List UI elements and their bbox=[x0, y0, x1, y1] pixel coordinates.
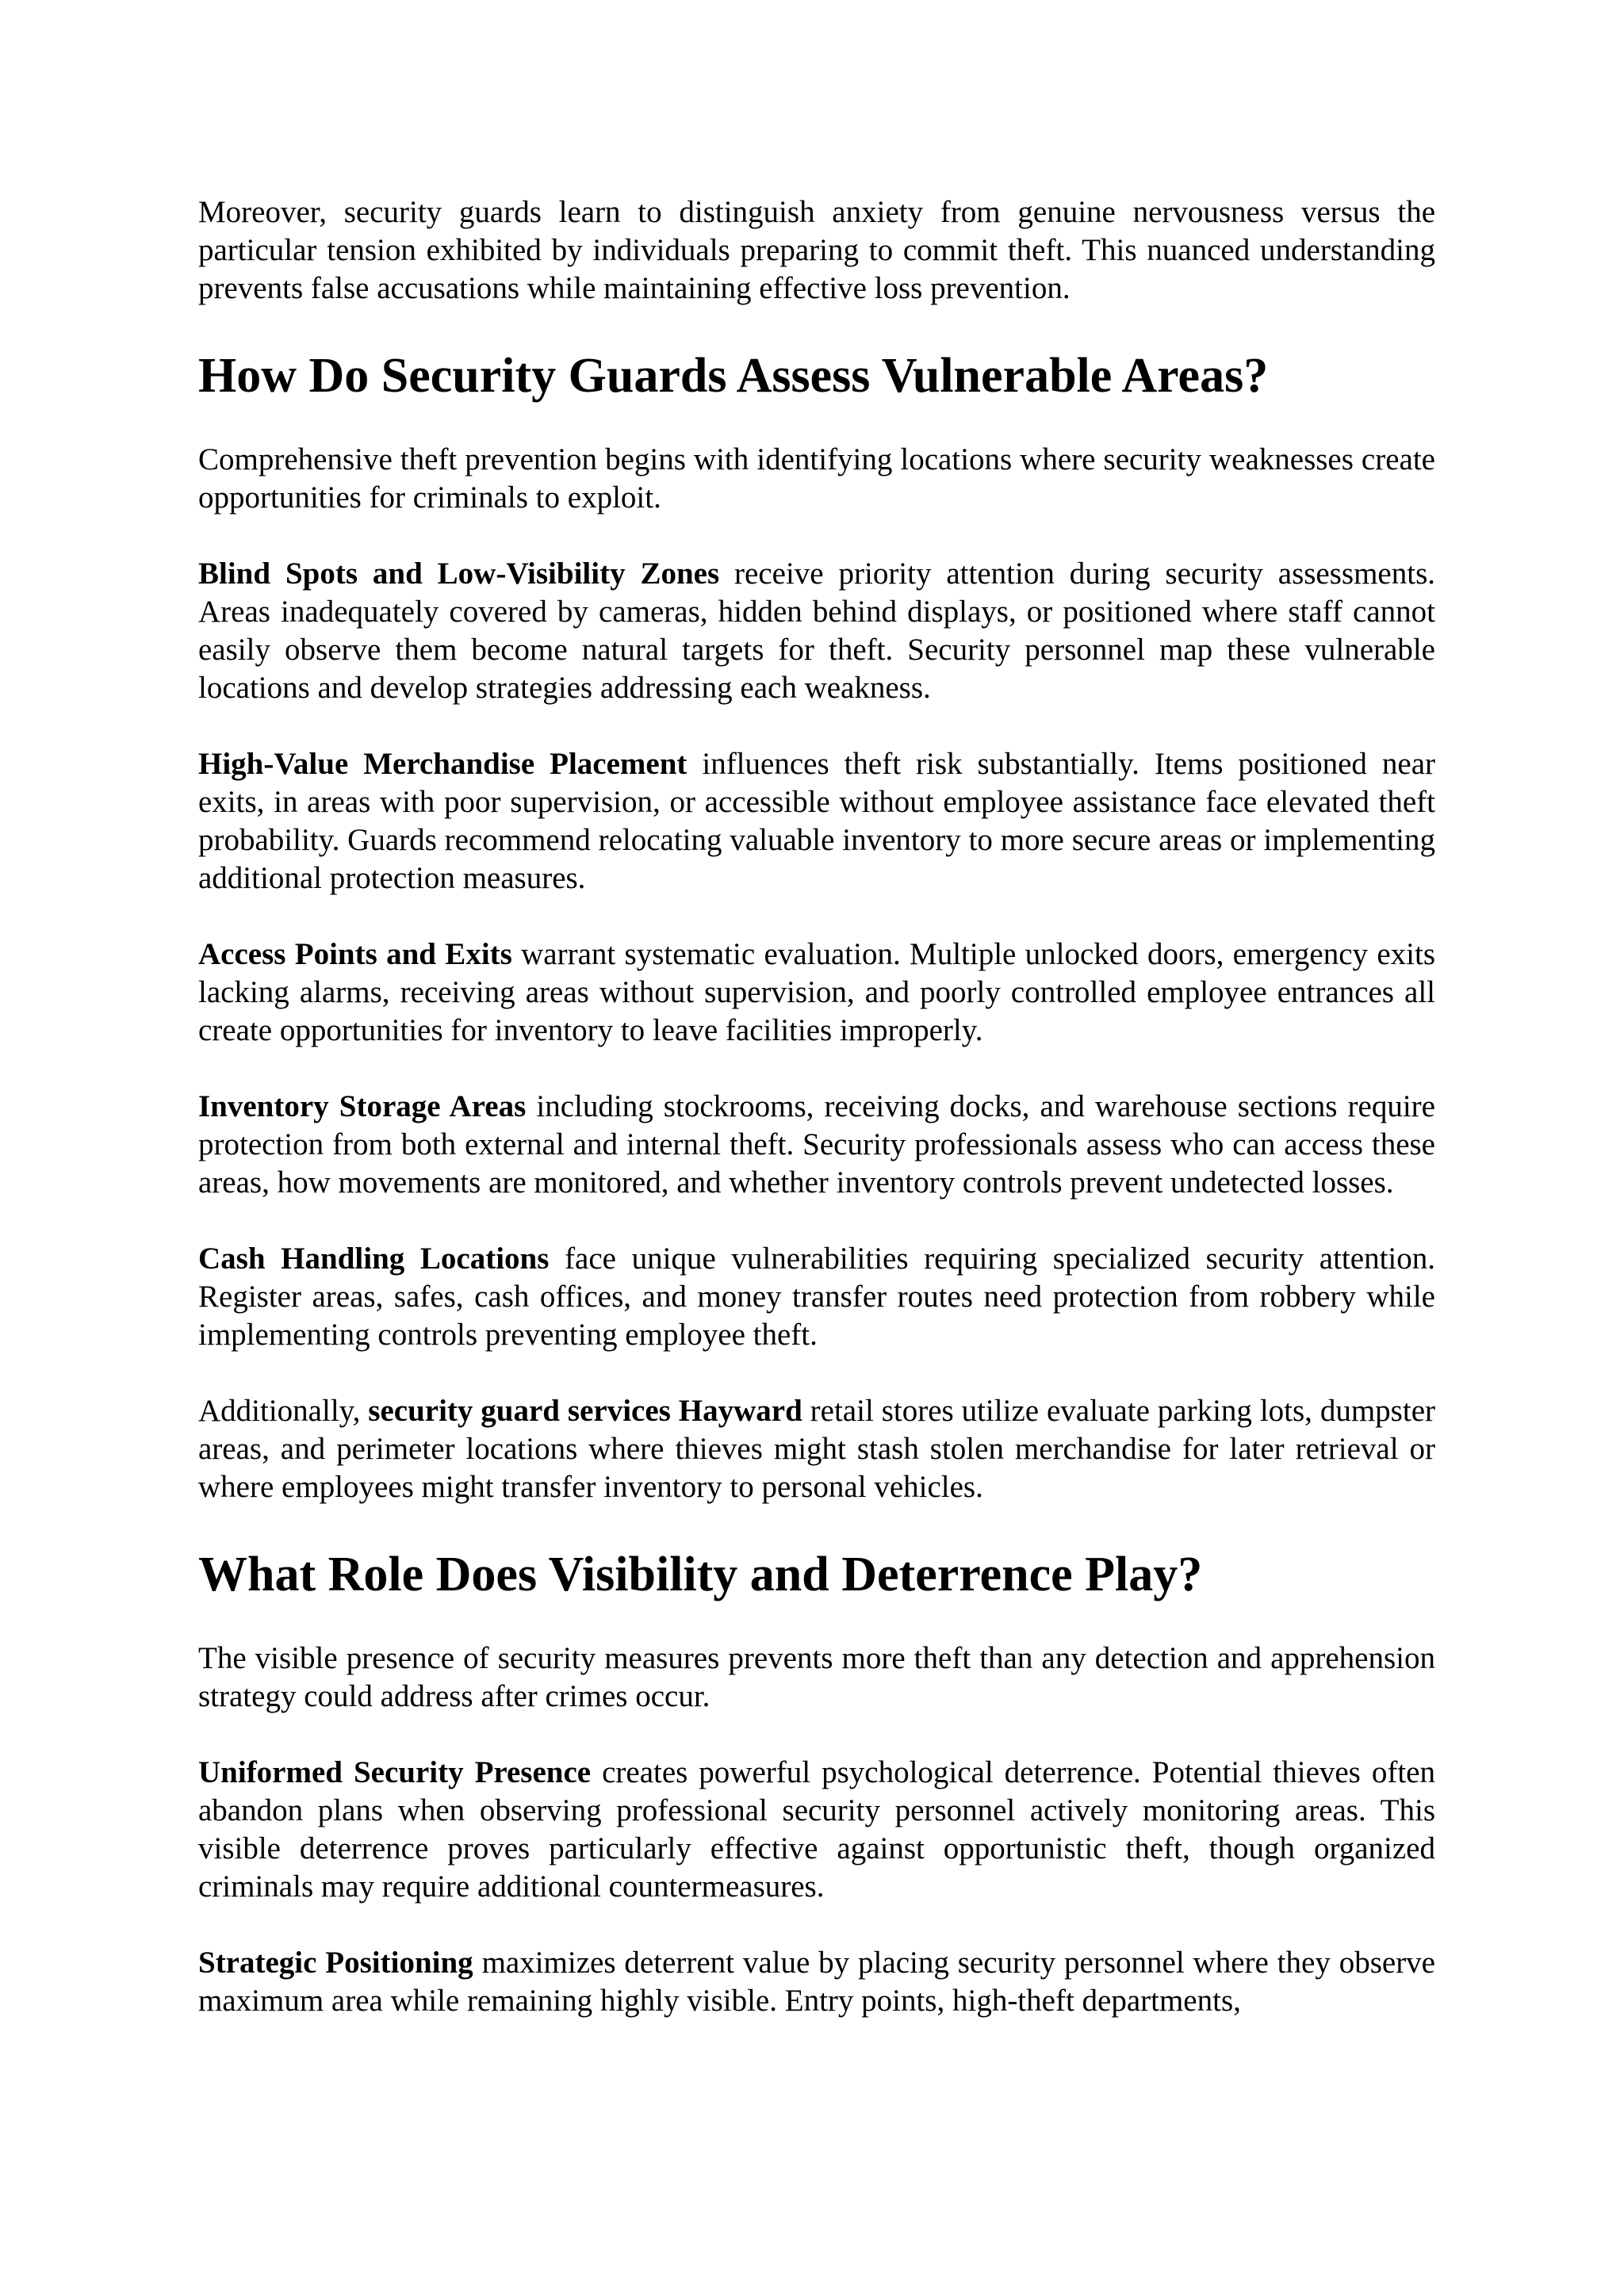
paragraph-high-value-merchandise bbox=[198, 745, 1435, 897]
text-access-points: warrant systematic evaluation. Multiple unlocked doors, emergency exits lacking alarms, receiving areas without supervision, and poorly controlled employee entrances all create opportunities for inventory to leave facilities improperly. bbox=[198, 937, 1436, 1047]
section-heading-vulnerable-areas: How Do Security Guards Assess Vulnerable Areas? bbox=[198, 349, 1269, 403]
paragraph-cash-handling bbox=[198, 1240, 1435, 1354]
paragraph-inventory-storage bbox=[198, 1088, 1435, 1202]
section2-lead-paragraph: The visible presence of security measures prevents more theft than any detection and apprehension strategy could address after crimes occur. bbox=[198, 1641, 1435, 1713]
paragraph-strategic-positioning bbox=[198, 1944, 1435, 2020]
term-strategic-positioning: Strategic Positioning bbox=[198, 1946, 473, 1980]
paragraph-blind-spots bbox=[198, 555, 1435, 707]
text-inventory-storage: including stockrooms, receiving docks, and warehouse sections require protection from both external and internal theft. Security professionals assess who can access these areas, how movements are monitored, and whether inventory controls prevent undetected losses. bbox=[198, 1089, 1435, 1200]
section-heading-visibility-deterrence: What Role Does Visibility and Deterrence Play? bbox=[198, 1548, 1203, 1601]
document-page bbox=[198, 193, 1435, 2058]
text-uniformed-presence: creates powerful psychological deterrence. Potential thieves often abandon plans when observing professional security personnel actively monitoring areas. This visible deterrence proves particularly effective against opportunistic theft, though organized criminals may require additional countermeasures. bbox=[198, 1755, 1435, 1904]
text-high-value-merchandise: influences theft risk substantially. Items positioned near exits, in areas with poor supervision, or accessible without employee assistance face elevated theft probability. Guards recommend relocating valuable inventory to more secure areas or implementing additional protection measures. bbox=[198, 747, 1435, 895]
term-security-guard-services: security guard services Hayward bbox=[368, 1394, 802, 1428]
term-access-points: Access Points and Exits bbox=[198, 937, 512, 971]
text-blind-spots: receive priority attention during security assessments. Areas inadequately covered by cameras, hidden behind displays, or positioned where staff cannot easily observe them become natural targets for theft. Security personnel map these vulnerable locations and develop strategies addressing each weakness. bbox=[198, 557, 1436, 705]
term-cash-handling: Cash Handling Locations bbox=[198, 1242, 550, 1276]
term-high-value-merchandise: High-Value Merchandise Placement bbox=[198, 747, 688, 781]
section1-lead-paragraph: Comprehensive theft prevention begins with identifying locations where security weaknesses create opportunities for criminals to exploit. bbox=[198, 442, 1435, 515]
text-additionally: retail stores utilize evaluate parking lots, dumpster areas, and perimeter locations where thieves might stash stolen merchandise for later retrieval or where employees might transfer inventory to personal vehicles. bbox=[198, 1394, 1435, 1504]
text-additionally-prefix: Additionally, bbox=[198, 1394, 369, 1428]
text-cash-handling: face unique vulnerabilities requiring specialized security attention. Register areas, safes, cash offices, and money transfer routes need protection from robbery while implementing controls preventing employee theft. bbox=[198, 1242, 1435, 1352]
intro-paragraph: Moreover, security guards learn to distinguish anxiety from genuine nervousness versus the particular tension exhibited by individuals preparing to commit theft. This nuanced understanding prevents false accusations while maintaining effective loss prevention. bbox=[198, 195, 1435, 305]
term-blind-spots: Blind Spots and Low-Visibility Zones bbox=[198, 557, 720, 591]
paragraph-access-points bbox=[198, 936, 1435, 1050]
text-strategic-positioning: maximizes deterrent value by placing security personnel where they observe maximum area while remaining highly visible. Entry points, high-theft departments, bbox=[198, 1946, 1435, 2018]
term-uniformed-presence: Uniformed Security Presence bbox=[198, 1755, 592, 1789]
term-inventory-storage: Inventory Storage Areas bbox=[198, 1089, 527, 1123]
paragraph-additionally bbox=[198, 1392, 1435, 1506]
paragraph-uniformed-presence bbox=[198, 1754, 1435, 1906]
